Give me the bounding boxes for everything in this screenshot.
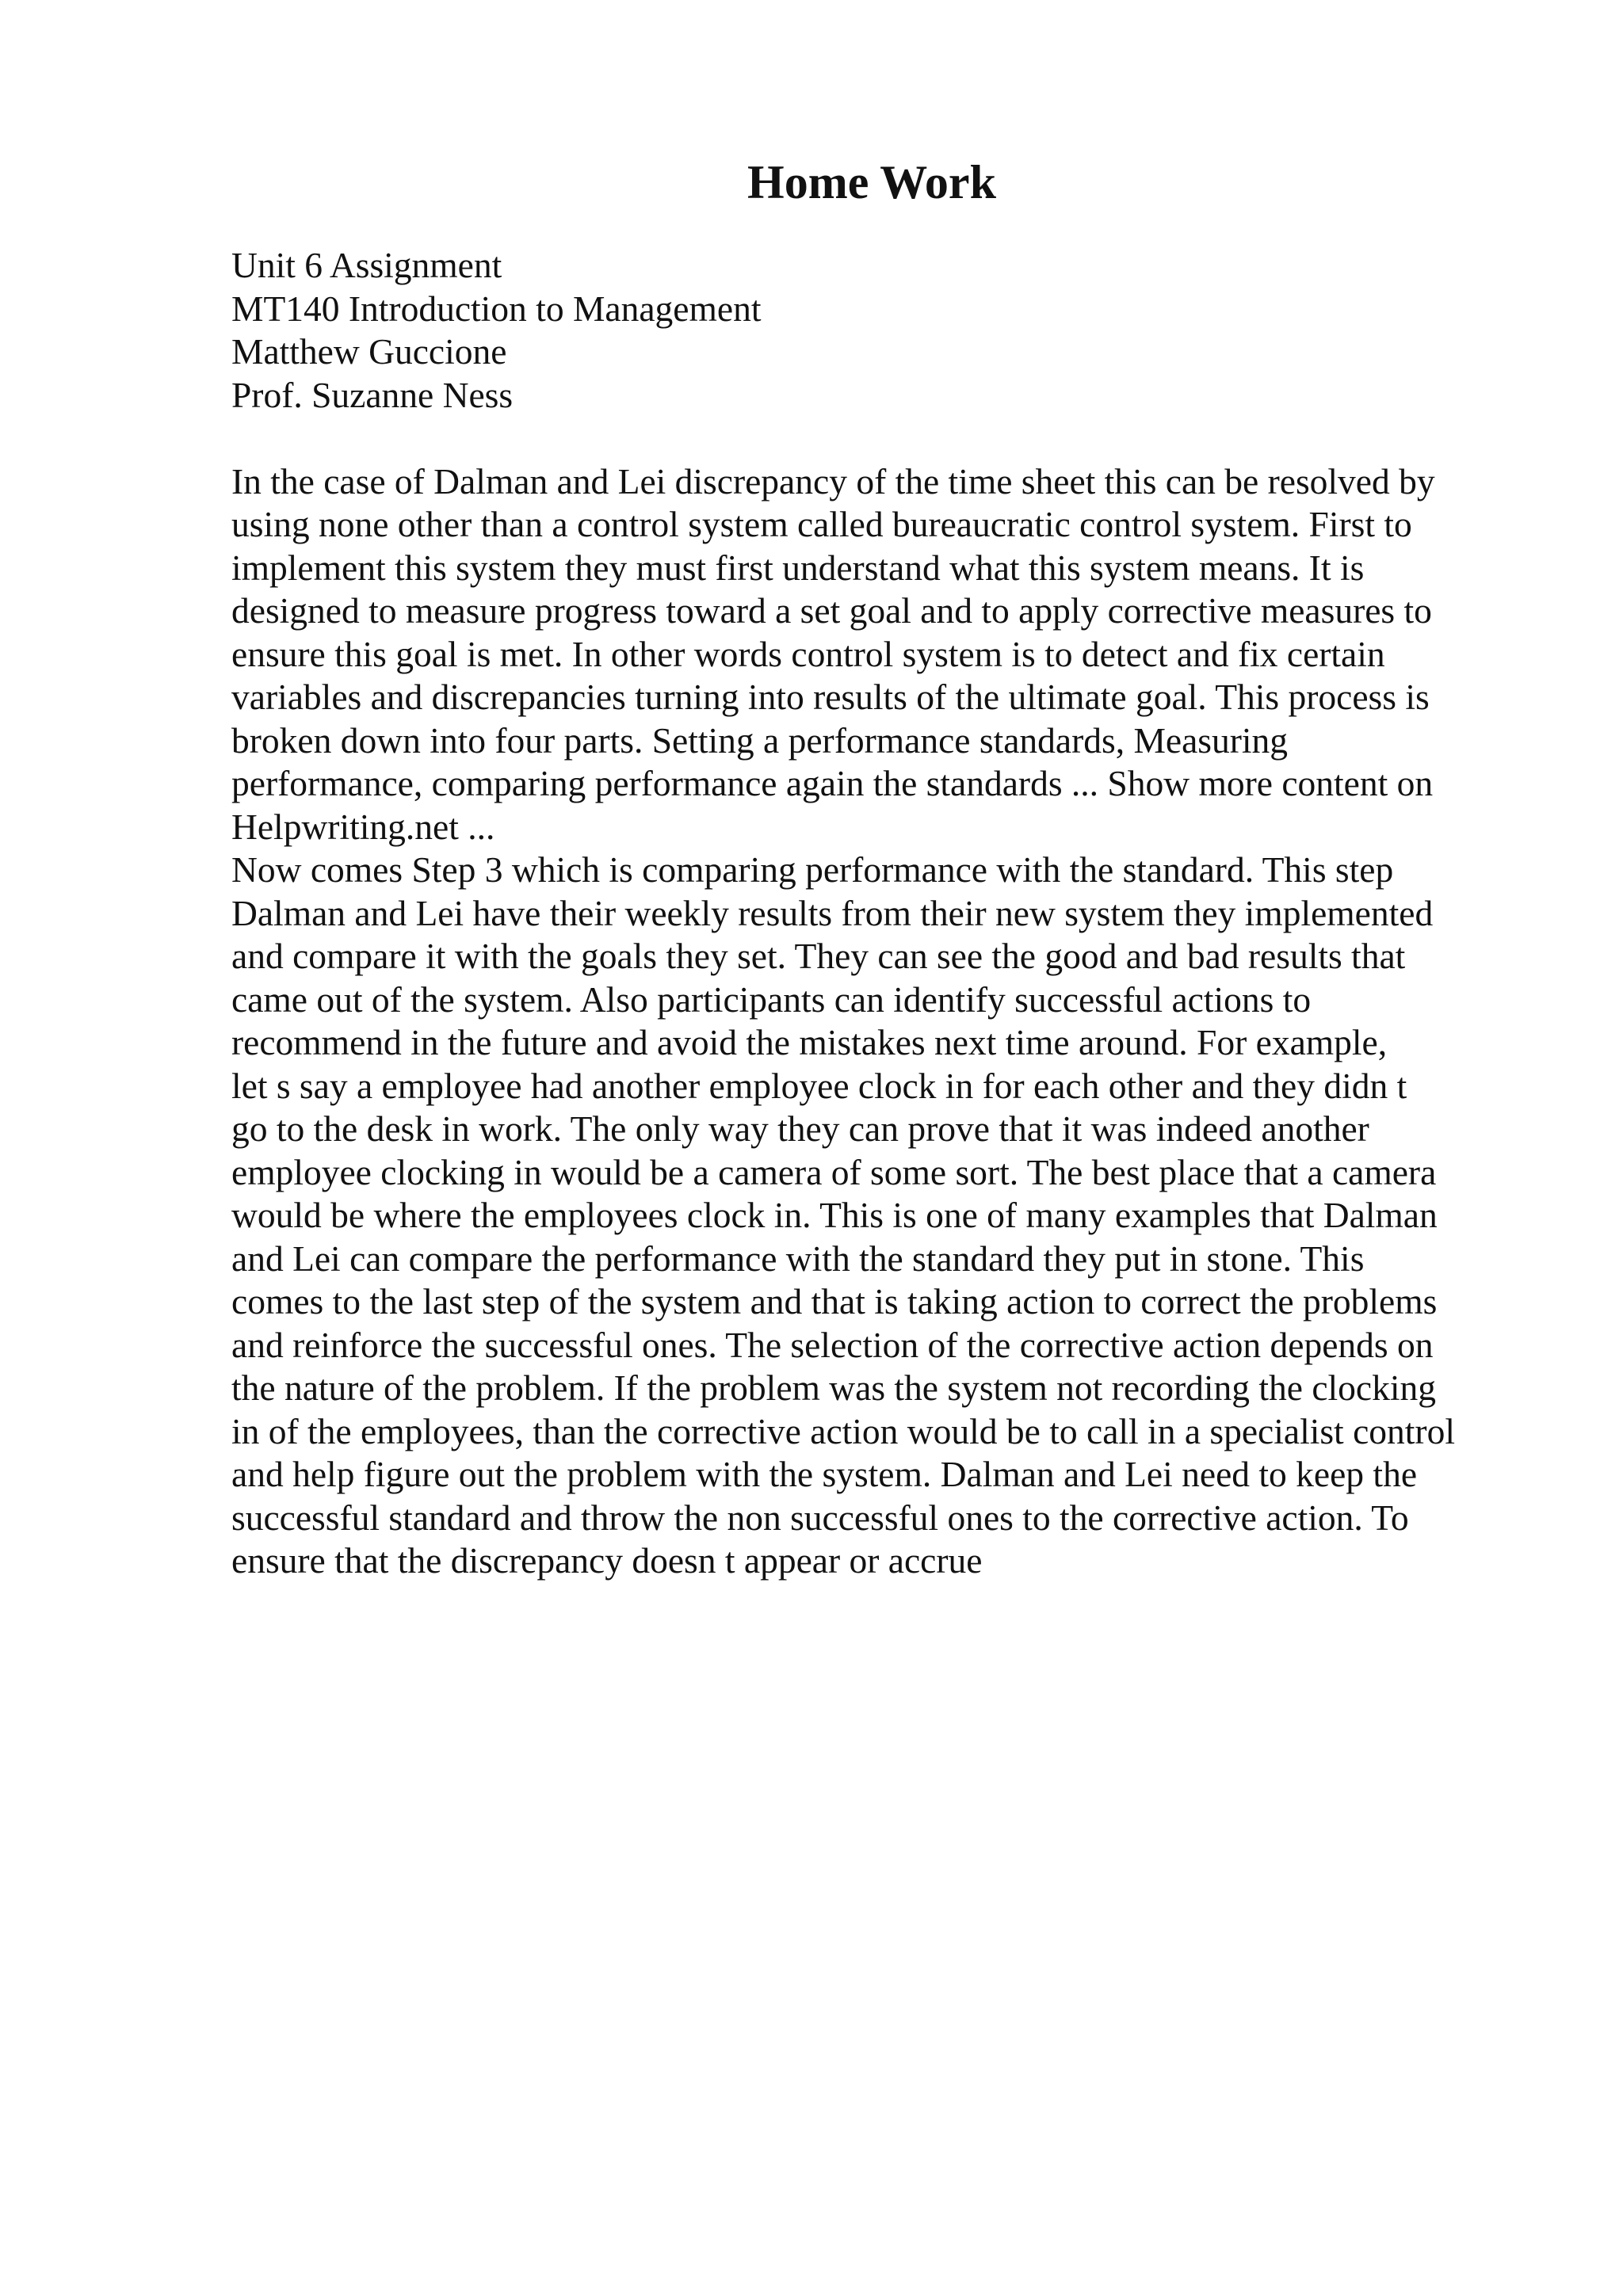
- header-line-author: Matthew Guccione: [231, 331, 507, 372]
- header-line-course: MT140 Introduction to Management: [231, 288, 762, 329]
- body-line: and help figure out the problem with the system. Dalman and Lei need to keep the: [231, 1454, 1418, 1494]
- body-line: and Lei can compare the performance with the standard they put in stone. This: [231, 1238, 1365, 1279]
- body-line: ensure that the discrepancy doesn t appear or accrue: [231, 1540, 983, 1581]
- body-line: let s say a employee had another employee clock in for each other and they didn t: [231, 1065, 1407, 1106]
- body-line: successful standard and throw the non successful ones to the corrective action. To: [231, 1497, 1409, 1538]
- body-line: broken down into four parts. Setting a performance standards, Measuring: [231, 719, 1289, 761]
- body-line: the nature of the problem. If the problem was the system not recording the clocking: [231, 1367, 1437, 1408]
- body-line: in of the employees, than the corrective action would be to call in a specialist control: [231, 1410, 1455, 1451]
- header-block: [231, 244, 1579, 417]
- header-line-assignment: Unit 6 Assignment: [231, 245, 502, 285]
- body-line: employee clocking in would be a camera of some sort. The best place that a camera: [231, 1151, 1437, 1192]
- body-line: came out of the system. Also participants can identify successful actions to: [231, 978, 1312, 1020]
- body-line: and compare it with the goals they set. They can see the good and bad results that: [231, 936, 1406, 976]
- document-title: Home Work: [747, 156, 996, 208]
- document-content: [231, 244, 1579, 1583]
- body-line: go to the desk in work. The only way they can prove that it was indeed another: [231, 1108, 1369, 1149]
- body-text: [231, 460, 1579, 1583]
- body-line: variables and discrepancies turning into results of the ultimate goal. This process is: [231, 677, 1430, 717]
- body-line: and reinforce the successful ones. The selection of the corrective action depends on: [231, 1324, 1434, 1365]
- paragraph-spacer: [231, 417, 1579, 460]
- body-line: Now comes Step 3 which is comparing performance with the standard. This step: [231, 849, 1394, 890]
- body-line: Helpwriting.net ...: [231, 806, 495, 847]
- header-line-professor: Prof. Suzanne Ness: [231, 374, 514, 415]
- body-line: implement this system they must first understand what this system means. It is: [231, 547, 1365, 588]
- body-line: using none other than a control system called bureaucratic control system. First to: [231, 504, 1412, 544]
- body-line: In the case of Dalman and Lei discrepancy of the time sheet this can be resolved by: [231, 460, 1435, 502]
- body-line: Dalman and Lei have their weekly results from their new system they implemented: [231, 892, 1434, 933]
- body-line: recommend in the future and avoid the mistakes next time around. For example,: [231, 1022, 1388, 1062]
- body-line: would be where the employees clock in. This is one of many examples that Dalman: [231, 1195, 1438, 1235]
- body-line: performance, comparing performance again the standards ... Show more content on: [231, 763, 1434, 803]
- body-line: designed to measure progress toward a set goal and to apply corrective measures to: [231, 590, 1432, 631]
- body-line: comes to the last step of the system and that is taking action to correct the problems: [231, 1281, 1438, 1322]
- body-line: ensure this goal is met. In other words control system is to detect and fix certain: [231, 633, 1385, 674]
